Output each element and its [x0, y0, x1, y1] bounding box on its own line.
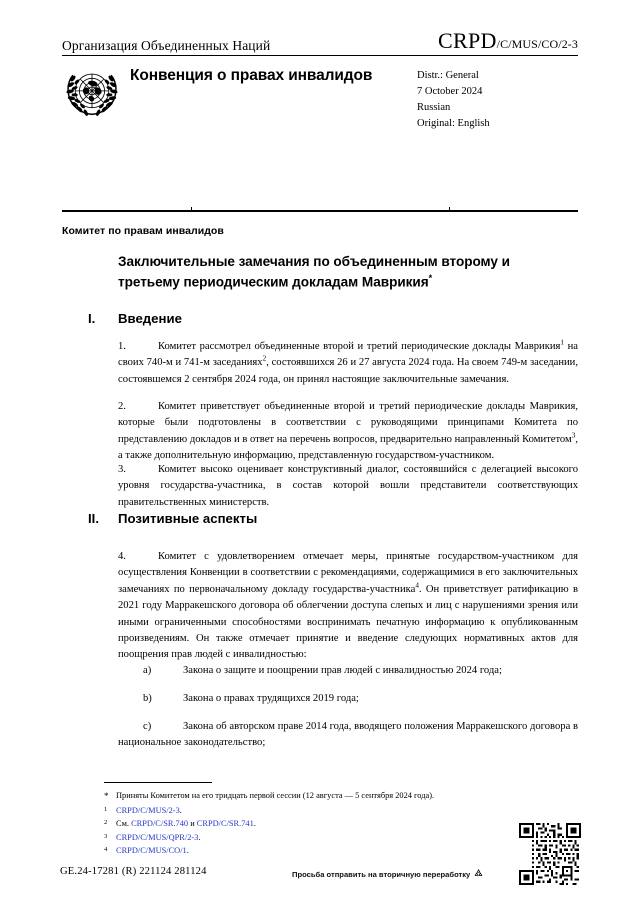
- section-numeral: II.: [88, 511, 99, 526]
- list-item: [118, 719, 578, 752]
- footnote-text: CRPD/C/MUS/QPR/2-3.: [116, 832, 201, 842]
- section-heading-introduction: [88, 311, 182, 326]
- paragraph-3: [118, 462, 578, 511]
- list-item-letter: a): [143, 665, 152, 676]
- paragraph-text: Комитет рассмотрел объединенные второй и третий периодические доклады Маврикия$^1$ на своих 740-м и 741-м заседаниях$^2$, состоявшихся 26 и 27 августа 2024 года. На своем 749-м заседании, состоявшемся 2 сентября 2024 года, он принял настоящие заключительные замечания.: [118, 338, 578, 385]
- recycle-note: [292, 868, 484, 881]
- footnote: [104, 817, 554, 831]
- list-item-letter: c): [143, 721, 152, 732]
- committee-name: Комитет по правам инвалидов: [62, 225, 224, 237]
- section-title: Позитивные аспекты: [118, 511, 258, 526]
- masthead-rule: [62, 55, 578, 56]
- recycle-icon: [473, 868, 484, 881]
- footnote-marker: 3: [104, 832, 108, 840]
- footnote-marker: 2: [104, 819, 108, 827]
- footnote-separator: [104, 782, 212, 783]
- page-title: [118, 252, 558, 292]
- footnote-text: CRPD/C/MUS/CO/1.: [116, 846, 189, 856]
- footnote-text: См. CRPD/C/SR.740 и CRPD/C/SR.741.: [116, 819, 256, 829]
- document-link[interactable]: CRPD/C/SR.741: [196, 819, 254, 829]
- organization-name: Организация Объединенных Наций: [62, 37, 271, 53]
- footnote: [104, 844, 554, 858]
- footnote-reference[interactable]: 2: [262, 354, 267, 363]
- document-link[interactable]: CRPD/C/MUS/CO/1: [116, 846, 187, 856]
- footnote-reference[interactable]: 4: [415, 581, 419, 590]
- masthead-top-row: [62, 30, 578, 52]
- paragraph-number: 4.: [118, 551, 126, 562]
- committee-band: [62, 210, 578, 237]
- paragraph-4: [118, 549, 578, 664]
- footnote-marker: *: [104, 791, 109, 801]
- paragraph-text: Комитет высоко оценивает конструктивный диалог, состоявшийся с делегацией высокого уровня государства-участника, в состав которой вошли представители соответствующих правительственных министерств.: [118, 464, 578, 508]
- document-language: Russian: [417, 101, 451, 113]
- section-heading-positive-aspects: [88, 511, 257, 526]
- footnote-reference[interactable]: 1: [560, 338, 564, 347]
- footnote-marker: 1: [104, 805, 108, 813]
- title-footnote-marker: *: [428, 272, 433, 283]
- convention-title: Конвенция о правах инвалидов: [130, 67, 373, 84]
- document-link[interactable]: CRPD/C/MUS/2-3: [116, 805, 180, 815]
- section-numeral: I.: [88, 311, 96, 326]
- distribution-block: [417, 68, 582, 132]
- committee-rule: [62, 210, 578, 215]
- rule-tick-right: [449, 207, 450, 212]
- list-item-letter: b): [143, 693, 152, 704]
- footnotes: [104, 789, 554, 858]
- document-date: 7 October 2024: [417, 85, 483, 97]
- document-symbol-suffix: /C/MUS/CO/2-3: [496, 37, 578, 51]
- document-symbol-main: CRPD: [438, 28, 497, 53]
- rule-tick-left: [191, 207, 192, 212]
- paragraph-number: 1.: [118, 341, 126, 352]
- section-title: Введение: [118, 311, 182, 326]
- document-link[interactable]: CRPD/C/SR.740: [131, 819, 189, 829]
- job-number: GE.24-17281 (R) 221124 281124: [60, 866, 207, 877]
- qr-code-icon: [519, 823, 581, 885]
- list-item-text: Закона о правах трудящихся 2019 года;: [183, 693, 359, 704]
- list-item-text: Закона о защите и поощрении прав людей с инвалидностью 2024 года;: [183, 665, 502, 676]
- paragraph-number: 2.: [118, 401, 126, 412]
- paragraph-text: Комитет с удовлетворением отмечает меры, принятые государством-участником для осуществления Конвенции в соответствии с рекомендациями, содержащимися в его заключительных замечаниях по первоначальному докладу государства-участника$^4$. Он приветствует ратификацию в 2021 году Марракешского договора об облегчении доступа слепых и лиц с нарушениями зрения или иными ограниченными способностями воспринимать печатную информацию к опубликованным произведениям. Он также отмечает принятие и введение следующих нормативных актов для поощрения прав людей с инвалидностью:: [118, 551, 578, 661]
- document-link[interactable]: CRPD/C/MUS/QPR/2-3: [116, 832, 199, 842]
- footnote-text: Приняты Комитетом на его тридцать первой сессии (12 августа — 5 сентября 2024 года).: [116, 791, 435, 800]
- footnote-text: CRPD/C/MUS/2-3.: [116, 805, 182, 815]
- footnote: [104, 804, 554, 818]
- original-language: Original: English: [417, 117, 490, 129]
- un-emblem-icon: [64, 66, 120, 118]
- distribution-type: Distr.: General: [417, 70, 479, 81]
- paragraph-number: 3.: [118, 464, 126, 475]
- footnote: [104, 831, 554, 845]
- footnote-reference[interactable]: 3: [571, 431, 576, 440]
- list-item: [118, 663, 578, 679]
- paragraph-text: Комитет приветствует объединенные второй и третий периодические доклады Маврикия, которые были подготовлены в соответствии с руководящими принципами Комитета по представлению докладов и в ответ на перечень вопросов, предварительно направленный Комитетом$^3$, а также дополнительную информацию, представленную государством-участником.: [118, 401, 578, 462]
- paragraph-2: [118, 399, 578, 465]
- recycle-note-text: Просьба отправить на вторичную переработку: [292, 870, 471, 879]
- page-title-text: Заключительные замечания по объединенным второму и третьему периодическим докладам Маврикия: [118, 254, 510, 290]
- document-symbol: [438, 30, 578, 52]
- footnote-marker: 4: [104, 846, 108, 854]
- list-item: [118, 691, 578, 707]
- masthead-body: [62, 63, 578, 141]
- masthead: [62, 30, 578, 141]
- footnote: [104, 789, 554, 804]
- list-item-text: Закона об авторском праве 2014 года, вводящего положения Марракешского договора в национальное законодательство;: [118, 721, 578, 749]
- paragraph-1: [118, 339, 578, 388]
